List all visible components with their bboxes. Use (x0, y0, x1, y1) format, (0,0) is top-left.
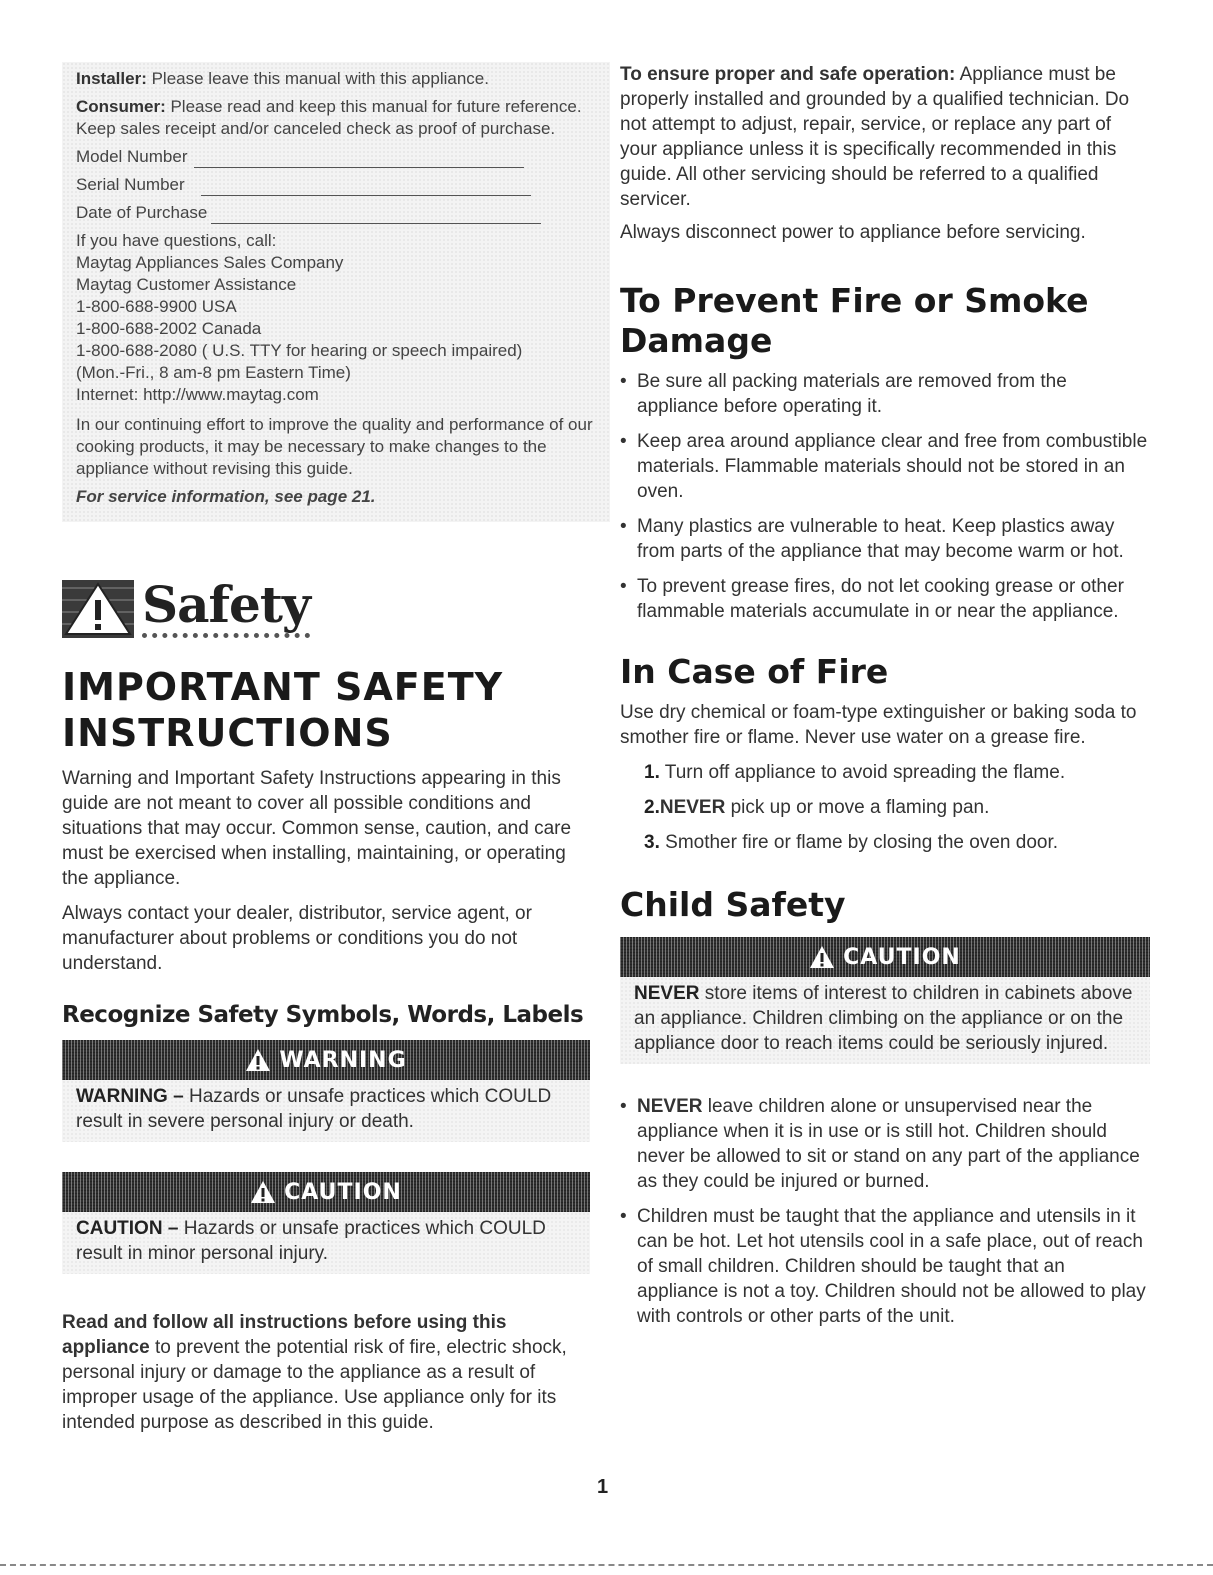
prevent-fire-list (620, 369, 1150, 624)
page-number: 1 (597, 1476, 609, 1498)
contact-line: 1-800-688-2080 ( U.S. TTY for hearing or speech impaired) (76, 341, 523, 360)
info-box (62, 62, 610, 522)
safety-title: Safety (62, 578, 590, 638)
warning-banner: WARNING (62, 1040, 590, 1080)
caution-banner: CAUTION (620, 937, 1150, 977)
fire-intro: Use dry chemical or foam-type extinguisher or baking soda to smother fire or flame. Never use water on a grease fire. (620, 702, 1137, 748)
consumer-note: Consumer: Please read and keep this manual for future reference. Keep sales receipt and/or canceled check as proof of purchase. (76, 97, 582, 138)
date-of-purchase-field: Date of Purchase (76, 202, 596, 224)
contact-line: Maytag Customer Assistance (76, 275, 297, 294)
list-item: • NEVER leave children alone or unsupervised near the appliance when it is in use or is still hot. Children should never be allowed to sit or stand on any part of the appliance as they could be injured or burned. (620, 1094, 1150, 1194)
serial-number-field: Serial Number (76, 174, 596, 196)
in-case-of-fire-heading: In Case of Fire (620, 652, 889, 691)
warning-triangle-icon (62, 580, 134, 638)
footer-rule (0, 1564, 1213, 1566)
list-item: • Keep area around appliance clear and free from combustible materials. Flammable materials should not be stored in an oven. (620, 429, 1150, 504)
contact-line: 1-800-688-2002 Canada (76, 319, 262, 338)
installer-note: Installer: Please leave this manual with this appliance. (76, 69, 489, 88)
read-follow-paragraph: Read and follow all instructions before using this appliance to prevent the potential risk of fire, electric shock, personal injury or damage to the appliance as a result of improper usage of the appliance. Use appliance only for its intended purpose as described in this guide. (62, 1312, 567, 1433)
list-item: • Be sure all packing materials are removed from the appliance before operating it. (620, 369, 1150, 419)
warning-triangle-icon (245, 1048, 271, 1072)
prevent-fire-heading: To Prevent Fire or Smoke Damage (620, 281, 1089, 360)
contact-line: Maytag Appliances Sales Company (76, 253, 344, 272)
child-caution-note: NEVER store items of interest to children in cabinets above an appliance. Children climbing on the appliance or on the appliance door to reach items could be seriously injured. (620, 977, 1150, 1064)
list-item: • Many plastics are vulnerable to heat. Keep plastics away from parts of the appliance that may become warm or hot. (620, 514, 1150, 564)
contact-line: (Mon.-Fri., 8 am-8 pm Eastern Time) (76, 363, 351, 382)
left-column (62, 62, 593, 1435)
warning-note: WARNING – Hazards or unsafe practices which COULD result in severe personal injury or death. (62, 1080, 590, 1142)
contact-line: Internet: http://www.maytag.com (76, 385, 319, 404)
main-heading: IMPORTANT SAFETY INSTRUCTIONS (62, 665, 504, 755)
caution-banner: CAUTION (62, 1172, 590, 1212)
disconnect-paragraph: Always disconnect power to appliance before servicing. (620, 222, 1086, 243)
contact-dealer-paragraph: Always contact your dealer, distributor, service agent, or manufacturer about problems or conditions you do not understand. (62, 903, 532, 974)
contact-line: 1-800-688-9900 USA (76, 297, 237, 316)
fire-steps (620, 760, 1150, 855)
child-safety-heading: Child Safety (620, 885, 846, 924)
model-number-field: Model Number (76, 146, 596, 168)
contact-list: If you have questions, call: Maytag Appliances Sales Company Maytag Customer Assistance 1-800-688-9900 USA 1-800-688-2002 Canada 1-800-688-2080 ( U.S. TTY for hearing or speech impaired) (Mon.-Fri., 8 am-8 pm Eastern Time) Internet: http://www.maytag.com (76, 230, 596, 406)
list-item: 3. Smother fire or flame by closing the oven door. (644, 832, 1059, 853)
child-safety-list (620, 1094, 1150, 1329)
recognize-heading: Recognize Safety Symbols, Words, Labels (62, 1002, 584, 1028)
improvement-note: In our continuing effort to improve the quality and performance of our cooking products, it may be necessary to make changes to the appliance without revising this guide. (76, 415, 593, 478)
right-column (620, 62, 1150, 1339)
list-item: 2.NEVER pick up or move a flaming pan. (644, 797, 990, 818)
warning-triangle-icon (250, 1180, 276, 1204)
list-item: • To prevent grease fires, do not let cooking grease or other flammable materials accumulate in or near the appliance. (620, 574, 1150, 624)
caution-note: CAUTION – Hazards or unsafe practices which COULD result in minor personal injury. (62, 1212, 590, 1274)
warning-triangle-icon (809, 945, 835, 969)
list-item: • Children must be taught that the appliance and utensils in it can be hot. Let hot utensils cool in a safe place, out of reach of small children. Children should be taught that an appliance is not a toy. Children should not be allowed to play with controls or other parts of the unit. (620, 1204, 1150, 1329)
ensure-paragraph: To ensure proper and safe operation: Appliance must be properly installed and grounded by a qualified technician. Do not attempt to adjust, repair, service, or replace any part of your appliance unless it is specifically recommended in this guide. All other servicing should be referred to a qualified servicer. (620, 64, 1130, 210)
intro-paragraph: Warning and Important Safety Instructions appearing in this guide are not meant to cover all possible conditions and situations that may occur. Common sense, caution, and care must be exercised when installing, maintaining, or operating the appliance. (62, 768, 572, 889)
service-note: For service information, see page 21. (76, 487, 376, 506)
list-item: 1. Turn off appliance to avoid spreading the flame. (644, 762, 1066, 783)
